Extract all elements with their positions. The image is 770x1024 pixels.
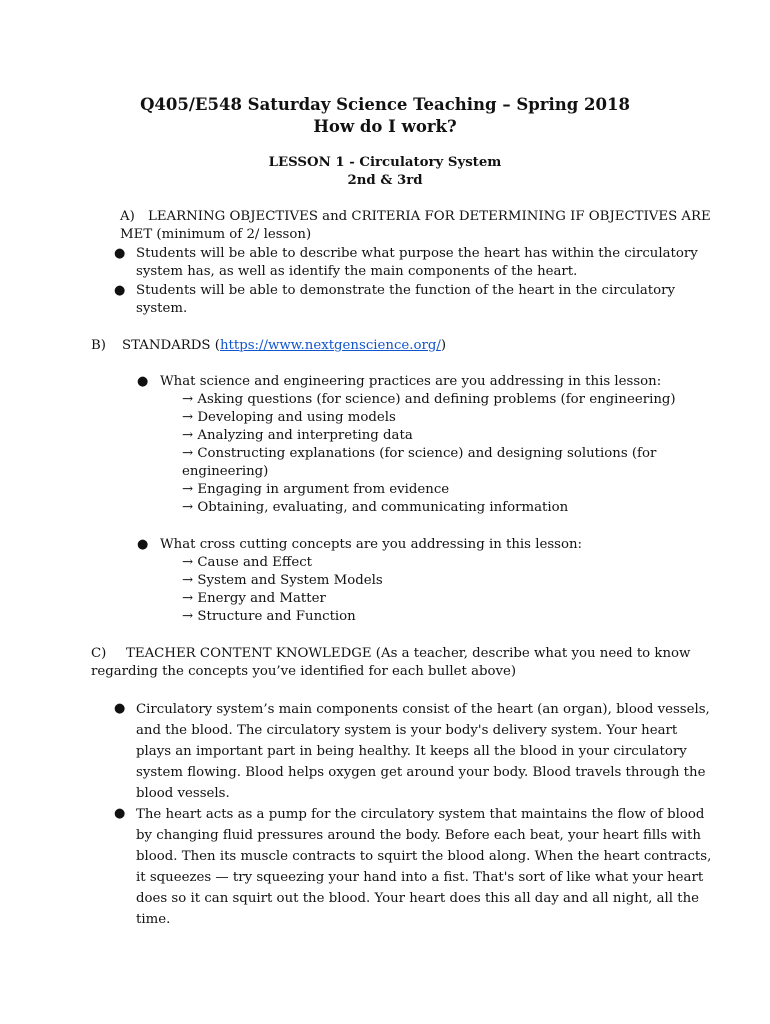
content-paragraph-line: The heart acts as a pump for the circulatory system that maintains the flow of blood xyxy=(136,807,705,822)
section-b-heading xyxy=(122,337,446,355)
objective-item: Students will be able to describe what purpose the heart has within the circulatory xyxy=(136,246,698,261)
concept-item: → Cause and Effect xyxy=(182,555,312,570)
content-paragraph-line: blood. Then its muscle contracts to squirt the blood along. When the heart contracts, xyxy=(136,849,712,864)
bullet-icon: ● xyxy=(114,701,126,716)
practice-item: → Obtaining, evaluating, and communicating information xyxy=(182,500,569,515)
bullet-icon: ● xyxy=(137,374,149,389)
practices-question: What science and engineering practices are you addressing in this lesson: xyxy=(160,374,662,389)
content-paragraph-line: time. xyxy=(136,912,171,927)
standards-heading-close: ) xyxy=(440,338,447,353)
bullet-icon: ● xyxy=(114,283,126,298)
practice-item: → Constructing explanations (for science) and designing solutions (for xyxy=(182,446,657,461)
content-paragraph-line: plays an important part in being healthy. It keeps all the blood in your circulatory xyxy=(136,744,687,759)
section-a-label: A) xyxy=(120,209,135,224)
content-paragraph-line: system flowing. Blood helps oxygen get around your body. Blood travels through the xyxy=(136,765,706,780)
section-a-heading: LEARNING OBJECTIVES and CRITERIA FOR DETERMINING IF OBJECTIVES ARE xyxy=(148,209,711,224)
practice-item: → Developing and using models xyxy=(182,410,396,425)
content-paragraph-line: Circulatory system’s main components consist of the heart (an organ), blood vessels, xyxy=(136,702,710,717)
content-paragraph-line: does so it can squirt out the blood. Your heart does this all day and all night, all the xyxy=(136,891,700,906)
content-paragraph-line: by changing fluid pressures around the body. Before each beat, your heart fills with xyxy=(136,828,701,843)
section-b-label: B) xyxy=(91,338,106,353)
standards-heading: STANDARDS ( xyxy=(122,338,220,353)
concept-item: → System and System Models xyxy=(182,573,383,588)
section-c-label: C) xyxy=(91,646,107,661)
standards-link[interactable]: https://www.nextgenscience.org/ xyxy=(219,338,441,353)
concept-item: → Energy and Matter xyxy=(182,591,326,606)
content-paragraph-line: it squeezes — try squeezing your hand into a fist. That's sort of like what your heart xyxy=(136,870,704,885)
document-subtitle: How do I work? xyxy=(313,117,457,136)
section-a-heading-cont: MET (minimum of 2/ lesson) xyxy=(120,227,312,242)
concepts-question: What cross cutting concepts are you addressing in this lesson: xyxy=(160,537,583,552)
practice-item: → Analyzing and interpreting data xyxy=(182,428,413,443)
practice-item: → Asking questions (for science) and defining problems (for engineering) xyxy=(182,392,676,407)
lesson-name: LESSON 1 - Circulatory System xyxy=(268,155,502,170)
section-c-heading: TEACHER CONTENT KNOWLEDGE (As a teacher, describe what you need to know xyxy=(126,646,691,661)
lesson-grade: 2nd & 3rd xyxy=(347,173,423,188)
concept-item: → Structure and Function xyxy=(182,609,356,624)
bullet-icon: ● xyxy=(137,537,149,552)
practice-item: → Engaging in argument from evidence xyxy=(182,482,450,497)
content-paragraph-line: blood vessels. xyxy=(136,786,230,801)
section-c-heading-cont: regarding the concepts you’ve identified for each bullet above) xyxy=(91,664,517,679)
objective-item-cont: system has, as well as identify the main components of the heart. xyxy=(136,264,578,279)
bullet-icon: ● xyxy=(114,806,126,821)
practice-item-cont: engineering) xyxy=(182,464,269,479)
objective-item: Students will be able to demonstrate the function of the heart in the circulatory xyxy=(136,283,675,298)
document-title: Q405/E548 Saturday Science Teaching – Spring 2018 xyxy=(140,95,630,114)
content-paragraph-line: and the blood. The circulatory system is your body's delivery system. Your heart xyxy=(136,723,678,738)
bullet-icon: ● xyxy=(114,246,126,261)
objective-item-cont: system. xyxy=(136,301,188,316)
